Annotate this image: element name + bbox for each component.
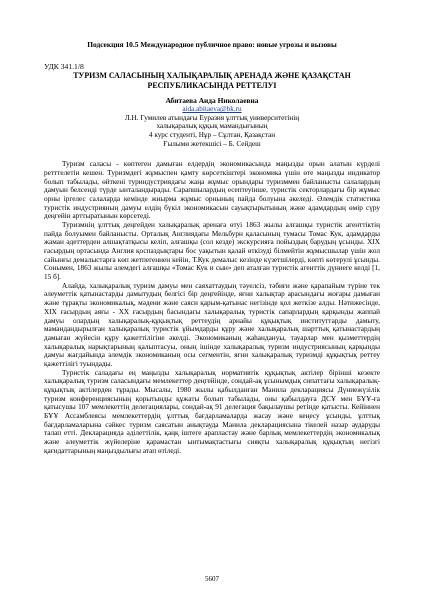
affiliation-line: халықаралық құқық мамандығының: [156, 122, 268, 131]
affiliation-line: Ғылыми жетекшісі – Б. Сейдеш: [163, 139, 261, 148]
udc-code: УДК 341.1/8: [44, 62, 84, 71]
author-name: Абитаева Аида Николаевна: [165, 96, 259, 106]
body-text: [44, 160, 380, 455]
affiliation-line: Л.Н. Гумилев атындағы Еуразия ұлттық университетінің: [124, 113, 300, 122]
body-paragraph: Туристік саладағы ең маңызды халықаралық нормативтік құқықтық актілер бірінші кезекте халықаралық туризм саласындағы мемлекеттер деңгейінде, сондай-ақ ұсынымдық сипаттағы халықаралық-құқықтық актілерден тұрады. Мысалы, 1980 жылы қабылданған Манила декларациясы Дүниежүзілік туризм конференциясының қорытынды құжаты болып табылады, оны қабылдауға ДСҰ мен БҰҰ-ға қатысушы 107 мемлекеттің делегациялары, сондай-ақ 91 делегация бақылаушы ретінде қатысты. Кейіннен БҰҰ Ассамблеясы мемлекеттердің ұлттық бағдарламаларда жасау және кеңесу ұсынды, ұлттық бағдарламаларына сәйкес туризм саясатын анықтауда Манила декларациясына тікелей назар аударуды талап етті. Декларацияда әділеттілік, қаңқ іштеге арапластау және барлық мемлекеттердің экономикалық және әлеуметтік жүйелеріне қарамастан ынтымақтастығы сияқты халықаралық құқықтың негізгі қағидаттарының маңыздылығы атап өтіледі.: [44, 368, 380, 455]
body-paragraph: Туризмнің ұлттық деңгейден халықаралық аренаға өтуі 1863 жылы алғашқы туристік агенттіктің пайда болуымен байланысты. Орталық Англиядағы Мельбурн қаласының тумасы Томас Кук, адамдарды жаман әдеттерден алшақтатқысы келіп, алғашқы (сол кезде) экскурсияға пойыздың барудың ұсынды. XIX ғасырдың ортасында Англия қоспаздықтары бос уақытын қалай өткізуді білмейтін жұмысшылар үшін жол сайынғы демалыстарға көп жетпегеннен кейін, Т.Кук демалыс кезінде күзетшілерді, көпті көтерулі ұсынды. Сонымен, 1863 жылы әлемдегі алғашқы «Томас Кук и сын» деп аталған туристік агенттік дүниеге келді [1, 15 б].: [44, 220, 380, 282]
body-paragraph: Алайда, халықаралық туризм дамуы мен саяхаттаудың тәуелсіз, тәбиғи және қарапайым түріне тек әлеуметтік қатынастарды дамытудың белгісі бір деңгейінде, яғни халықтар арасындағы жоғары дамыған және тұрақты экономикалық, мәдени және саяси қарым-қатынас негізінде қол жеткізе алды. Нәтижесінде, XIX ғасырдың аяғы - XX ғасырдың басындағы халықаралық туристік сапарлардың қарқынды жаппай дамуы олардың халықаралық-құқықтық реттеудің арнайы құқықтық институттарды дамыту, мамандандырылған халықаралық туристік ұйымдарды құру және халықаралық шарттық қатынастардың дамыған жүйесін құру қажеттілігіне әкелді. Экономиканың жаһандануы, тауарлар мен қызметтердің халықаралық нарықтарының қалыптасуы, оның ішінде халықаралық туризм индустриясының қарқынды дамуы жағдайында әлемдік экономиканың осы сегментін, яғни халықаралық туризмді құқықтық реттеу қажеттілігі туындады.: [44, 281, 380, 368]
title-line: ТУРИЗМ САЛАСЫНЫҢ ХАЛЫҚАРАЛЫҚ АРЕНАДА ЖӘНЕ ҚАЗАҚСТАН: [73, 71, 351, 80]
affiliation-line: 4 курс студенті, Нұр – Сұлтан, Қазақстан: [148, 130, 276, 139]
author-email-link[interactable]: aida.abitaeva@bk.ru: [182, 105, 242, 114]
title-line: РЕСПУБЛИКАСЫНДА РЕТТЕЛУІ: [147, 80, 277, 90]
body-paragraph: Туризм саласы - көптеген дамыған елдердің экономикасында маңызды орын алатын күрделі ретттелетін кешен. Туризмдегі жұмыспен қамту көрсеткіштері экономика үшін өте маңызды индикатор болып табылады, өйткені туриндустриядағы жаңа жұмыс орындары туризммен байланысты салалардың дамуын белсенді түрде ынталандырады. Сарапшылардың есептеуінше, туристік секторлардағы бір жұмыс орны іргелес салаларда кемінде жиырма жұмыс орнының пайда болуына әкеледі. Әлемдік статистика туристік индустрияның дамуы елдің бүкіл экономикасын сауықтырытының және адамдардың өмір сүру деңгейін арттыратынын көрсетеді.: [44, 160, 380, 221]
paper-title: [44, 71, 380, 90]
page-number: 5607: [205, 575, 219, 583]
affiliation: [44, 114, 380, 148]
section-header: Подсекция 10.5 Международное публичное право: новые угрозы и вызовы: [87, 40, 337, 49]
